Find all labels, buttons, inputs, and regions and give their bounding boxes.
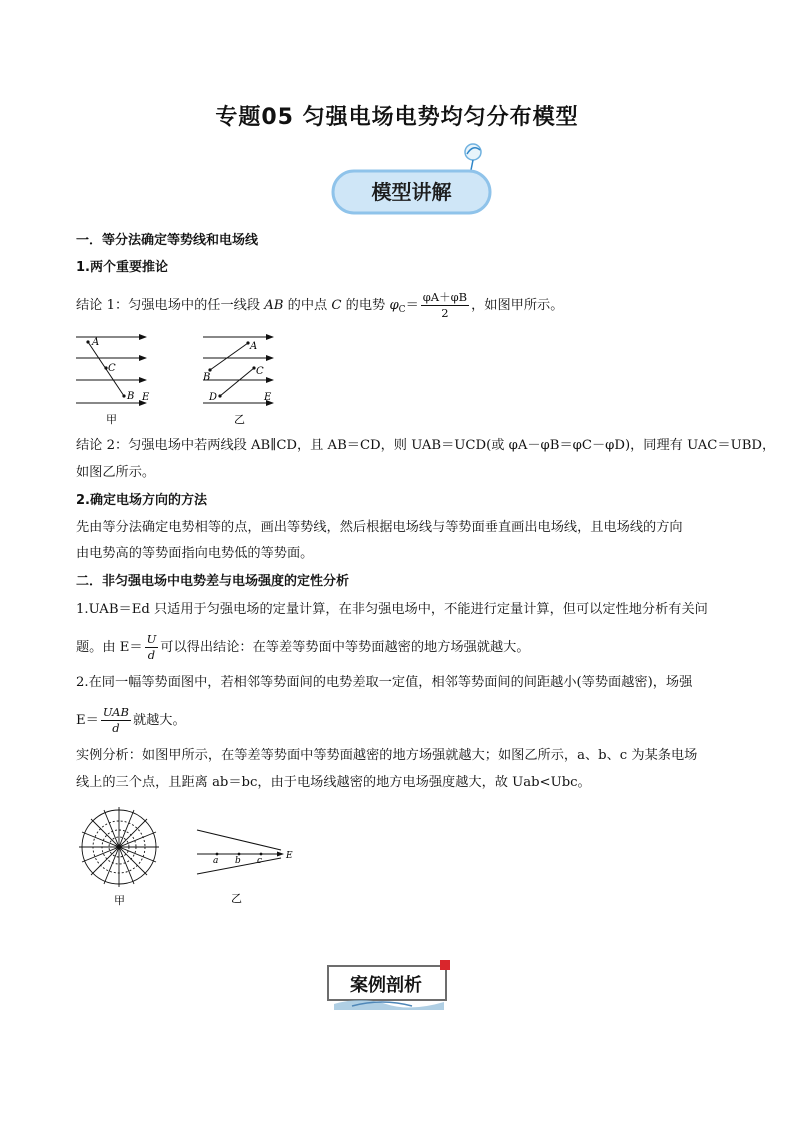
fig1-label-e: E xyxy=(142,392,150,403)
c1-post: 的电势 xyxy=(341,298,390,313)
fig4-label-c: c xyxy=(257,856,263,866)
p1-den: d xyxy=(147,648,156,662)
section1-sub1: 1.两个重要推论 xyxy=(76,260,168,275)
fig4-label-a: a xyxy=(213,856,219,866)
case-banner-label: 案例剖析 xyxy=(350,975,422,996)
fig4-label-e: E xyxy=(286,851,293,861)
fig2-label-e: E xyxy=(264,392,272,403)
section2-heading: 二．非匀强电场中电势差与电场强度的定性分析 xyxy=(76,574,350,589)
section1-sub2: 2.确定电场方向的方法 xyxy=(76,493,207,508)
figure-point-charge-field xyxy=(76,805,166,909)
c1-fraction xyxy=(421,290,469,321)
c1-mid: 的中点 xyxy=(283,298,332,313)
p1-num: U xyxy=(146,632,157,646)
c1-num: φA＋φB xyxy=(422,290,468,304)
p2-num: UAB xyxy=(102,705,129,719)
fig4-label-b: b xyxy=(235,856,241,866)
method-line1: 先由等分法确定电势相等的点，画出等势线，然后根据电场线与等势面垂直画出电场线，且电场线的方向 xyxy=(76,520,683,535)
method-line2: 由电势高的等势面指向电势低的等势面。 xyxy=(76,546,314,561)
sec2-p3-line1: 实例分析：如图甲所示，在等差等势面中等势面越密的地方场强就越大；如图乙所示，a、b、c 为某条电场 xyxy=(76,748,698,763)
fig2-label-c: C xyxy=(256,366,264,377)
leaf-icon xyxy=(465,144,481,170)
c1-phi: φ xyxy=(389,298,399,313)
model-banner-label: 模型讲解 xyxy=(371,180,452,204)
conclusion2-line2: 如图乙所示。 xyxy=(76,465,156,480)
fig1-label-c: C xyxy=(108,363,116,374)
sec2-p3-line2: 线上的三个点，且距离 ab＝bc，由于电场线越密的地方电场强度越大，故 Uab<Ubc。 xyxy=(76,775,591,790)
c1-den: 2 xyxy=(441,306,449,320)
sec2-p2-line1: 2.在同一幅等势面图中，若相邻等势面间的电势差取一定值，相邻等势面间的间距越小(等势面越密)，场强 xyxy=(76,675,693,690)
figure-uniform-field-1 xyxy=(74,328,174,428)
p2-pre: E＝ xyxy=(76,713,99,728)
fig1-caption: 甲 xyxy=(106,413,117,426)
fig1-label-b: B xyxy=(127,391,135,402)
c1-pre: 结论 1：匀强电场中的任一线段 xyxy=(76,298,265,313)
c1-ab: AB xyxy=(264,298,284,313)
sec2-p2-line2 xyxy=(76,705,186,736)
fig2-caption: 乙 xyxy=(234,413,245,426)
c1-tail: ，如图甲所示。 xyxy=(471,298,564,313)
c1-eq: ＝ xyxy=(405,298,419,313)
section1-heading: 一．等分法确定等势线和电场线 xyxy=(76,233,259,248)
sec2-p1-line1: 1.UAB＝Ed 只适用于匀强电场的定量计算，在非匀强电场中，不能进行定量计算，但可以定性地分析有关问 xyxy=(76,602,708,617)
fig3-caption: 甲 xyxy=(114,894,125,907)
fig4-caption: 乙 xyxy=(231,892,242,905)
sec2-p1-line2 xyxy=(76,632,530,663)
fig1-label-a: A xyxy=(92,337,100,348)
p2-fraction xyxy=(101,705,131,736)
fig2-label-b: B xyxy=(203,372,211,383)
conclusion1 xyxy=(76,290,563,321)
p1-post: 可以得出结论：在等差等势面中等势面越密的地方场强就越大。 xyxy=(160,640,530,655)
red-corner-mark xyxy=(440,960,450,970)
page-title: 专题05 匀强电场电势均匀分布模型 xyxy=(215,105,579,130)
fig2-label-a: A xyxy=(250,341,258,352)
conclusion2-line1: 结论 2：匀强电场中若两线段 AB∥CD，且 AB＝CD，则 UAB＝UCD(或 φA－φB＝φC－φD)，同理有 UAC＝UBD， xyxy=(76,438,776,453)
p2-post: 就越大。 xyxy=(132,713,186,728)
p2-den: d xyxy=(112,721,120,735)
p1-pre: 题。由 E＝ xyxy=(76,640,143,655)
figure-converging-field xyxy=(193,822,303,906)
figure-uniform-field-2 xyxy=(200,328,300,428)
fig2-label-d: D xyxy=(209,392,218,403)
c1-c: C xyxy=(331,298,342,313)
p1-fraction xyxy=(145,632,159,663)
c1-sub: C xyxy=(398,305,406,315)
